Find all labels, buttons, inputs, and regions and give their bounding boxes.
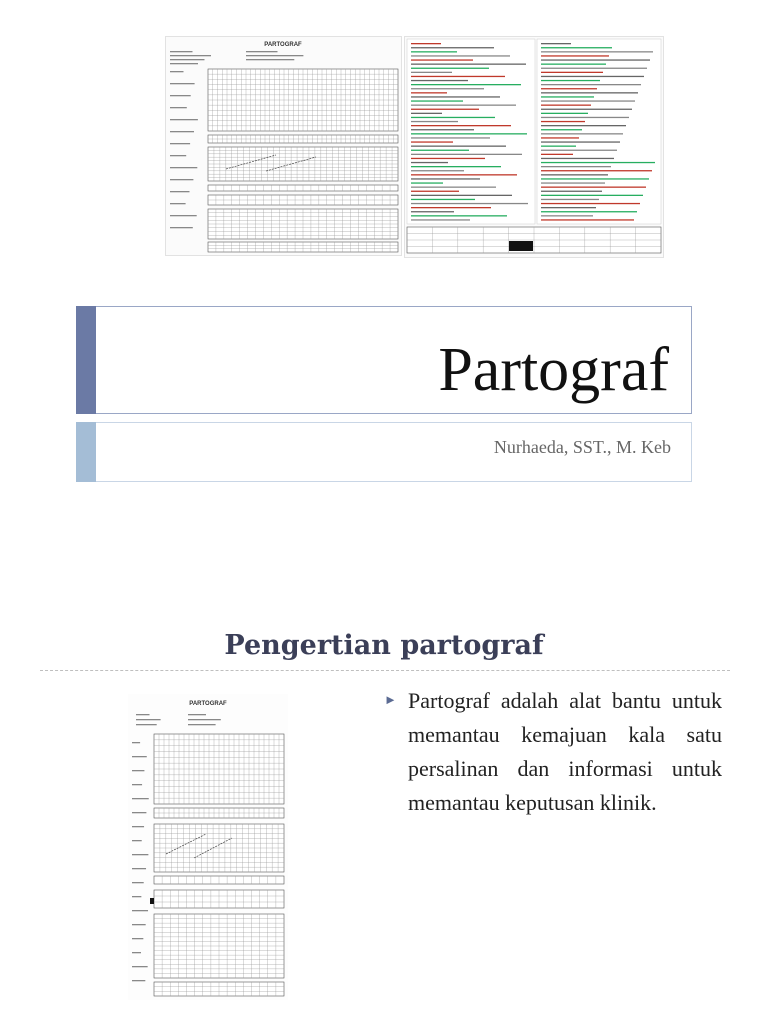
form-label-text <box>136 724 157 725</box>
notes-text-line <box>541 182 605 183</box>
notes-text-line <box>541 105 591 106</box>
form-label-text <box>188 714 206 715</box>
form-row-label <box>132 854 148 855</box>
legend-swatch <box>150 898 154 904</box>
notes-text-line <box>411 182 443 183</box>
notes-column-left <box>407 39 535 224</box>
fetal-heart-grid <box>154 734 284 804</box>
notes-text-line <box>411 199 475 200</box>
notes-text-line <box>411 174 517 175</box>
form-label-text <box>136 719 161 720</box>
slide-title: Partograf <box>438 336 669 404</box>
figure-heading: PARTOGRAF <box>189 701 227 707</box>
partograf-form-image-left <box>165 36 402 256</box>
notes-text-line <box>411 211 454 212</box>
notes-text-line <box>411 125 511 126</box>
notes-text-line <box>541 219 634 220</box>
notes-text-line <box>541 96 594 97</box>
notes-text-line <box>541 133 623 134</box>
notes-text-line <box>541 43 571 44</box>
form-row-label <box>132 840 142 841</box>
notes-text-line <box>411 219 470 220</box>
form-row-label <box>170 83 195 84</box>
form-row-label <box>132 910 148 911</box>
notes-text-line <box>541 207 596 208</box>
notes-text-line <box>411 64 526 65</box>
form-row-label <box>132 924 146 925</box>
form-row-label <box>132 784 142 785</box>
cervix-grid <box>154 824 284 872</box>
notes-text-line <box>541 154 573 155</box>
notes-text-line <box>411 141 453 142</box>
notes-text-line <box>541 166 611 167</box>
notes-text-line <box>541 117 629 118</box>
title-accent-bar <box>76 306 96 414</box>
urine-grid <box>154 982 284 996</box>
form-row-label <box>170 71 184 72</box>
notes-text-line <box>411 137 490 138</box>
notes-text-line <box>541 187 646 188</box>
notes-text-line <box>541 199 599 200</box>
notes-text-line <box>541 195 643 196</box>
form-row-label <box>132 770 144 771</box>
amniotic-grid <box>208 135 398 143</box>
notes-text-line <box>411 43 441 44</box>
form-row-label <box>170 107 187 108</box>
form-label-text <box>188 719 221 720</box>
partograf-form-drawing <box>166 37 401 255</box>
notes-text-line <box>541 158 614 159</box>
form-row-label <box>170 167 197 168</box>
notes-text-line <box>541 68 647 69</box>
form-label-text <box>246 59 294 60</box>
form-row-label <box>170 191 190 192</box>
form-row-label <box>132 966 148 967</box>
form-label-text <box>246 51 278 52</box>
notes-text-line <box>541 92 638 93</box>
partograf-form-image-right <box>404 36 664 258</box>
notes-text-line <box>541 80 600 81</box>
notes-column-right <box>537 39 661 224</box>
form-label-text <box>170 63 198 64</box>
contraction-grid <box>154 890 284 908</box>
notes-text-line <box>541 215 593 216</box>
notes-text-line <box>411 154 522 155</box>
notes-table <box>407 227 661 253</box>
partograf-figure <box>128 694 288 1000</box>
notes-text-line <box>411 109 479 110</box>
notes-text-line <box>411 133 527 134</box>
hours-grid <box>208 185 398 191</box>
notes-text-line <box>541 150 617 151</box>
notes-text-line <box>541 64 606 65</box>
notes-text-line <box>411 178 480 179</box>
notes-text-line <box>541 72 603 73</box>
notes-text-line <box>411 72 452 73</box>
vitals-grid <box>208 209 398 239</box>
form-row-label <box>170 143 190 144</box>
notes-text-line <box>541 121 585 122</box>
form-row-label <box>170 95 191 96</box>
notes-text-line <box>541 174 608 175</box>
form-row-label <box>132 882 144 883</box>
form-label-text <box>170 59 205 60</box>
notes-text-line <box>541 125 626 126</box>
form-label-text <box>188 724 216 725</box>
bullet-list <box>384 684 722 820</box>
notes-text-line <box>541 211 637 212</box>
notes-text-line <box>411 195 512 196</box>
notes-text-line <box>411 158 485 159</box>
form-row-label <box>170 227 193 228</box>
form-row-label <box>170 119 198 120</box>
form-row-label <box>132 812 146 813</box>
notes-text-line <box>411 166 501 167</box>
notes-text-line <box>541 84 641 85</box>
form-heading: PARTOGRAF <box>264 42 302 48</box>
notes-text-line <box>411 203 528 204</box>
notes-text-line <box>541 191 602 192</box>
subtitle-accent-bar <box>76 422 96 482</box>
notes-text-line <box>411 129 474 130</box>
form-row-label <box>132 952 141 953</box>
notes-text-line <box>411 59 473 60</box>
notes-text-line <box>411 105 516 106</box>
partograf-figure-drawing <box>128 694 288 1000</box>
amniotic-grid <box>154 808 284 818</box>
form-row-label <box>132 896 141 897</box>
subtitle-box <box>76 422 692 482</box>
contraction-grid <box>208 195 398 205</box>
notes-text-line <box>411 162 448 163</box>
slide-2 <box>0 512 768 1024</box>
triangle-right-icon: ► <box>384 692 397 707</box>
notes-text-line <box>411 47 494 48</box>
form-row-label <box>132 756 147 757</box>
notes-text-line <box>541 203 640 204</box>
notes-text-line <box>541 100 635 101</box>
notes-text-line <box>411 96 500 97</box>
notes-text-line <box>411 207 491 208</box>
urine-grid <box>208 242 398 252</box>
form-row-label <box>132 938 143 939</box>
notes-text-line <box>541 113 588 114</box>
form-label-text <box>136 714 150 715</box>
form-row-label <box>170 179 193 180</box>
title-box <box>76 306 692 414</box>
notes-text-line <box>411 150 469 151</box>
form-row-label <box>170 203 186 204</box>
notes-text-line <box>411 146 506 147</box>
cervix-grid <box>208 147 398 181</box>
notes-text-line <box>541 146 576 147</box>
notes-text-line <box>411 187 496 188</box>
slide-heading: Pengertian partograf <box>224 630 544 661</box>
form-row-label <box>170 131 194 132</box>
notes-text-line <box>541 47 612 48</box>
notes-text-line <box>411 55 510 56</box>
form-row-label <box>132 980 145 981</box>
notes-text-line <box>411 100 463 101</box>
fetal-heart-grid <box>208 69 398 131</box>
bullet-item: Partograf adalah alat bantu untuk memantau kemajuan kala satu persalinan dan informasi untuk memantau keputusan klinik. <box>408 688 722 815</box>
notes-text-line <box>411 215 507 216</box>
notes-text-line <box>411 170 464 171</box>
notes-text-line <box>541 170 652 171</box>
form-label-text <box>170 51 193 52</box>
slide-subtitle: Nurhaeda, SST., M. Keb <box>493 437 671 457</box>
notes-text-line <box>411 84 521 85</box>
notes-text-line <box>411 80 468 81</box>
notes-text-line <box>411 121 458 122</box>
notes-table-filled-cell <box>509 241 533 251</box>
form-label-text <box>170 55 211 56</box>
partograf-notes-drawing <box>405 37 663 257</box>
form-label-text <box>246 55 303 56</box>
form-row-label <box>132 826 144 827</box>
notes-text-line <box>541 141 620 142</box>
form-row-label <box>170 155 186 156</box>
notes-text-line <box>541 109 632 110</box>
notes-text-line <box>541 51 653 52</box>
notes-text-line <box>411 117 495 118</box>
notes-text-line <box>411 113 442 114</box>
notes-text-line <box>541 137 579 138</box>
notes-text-line <box>541 55 609 56</box>
notes-text-line <box>411 76 505 77</box>
form-row-label <box>170 215 197 216</box>
notes-text-line <box>411 51 457 52</box>
notes-text-line <box>411 191 459 192</box>
notes-text-line <box>411 88 484 89</box>
hours-grid <box>154 876 284 884</box>
form-row-label <box>132 798 149 799</box>
notes-text-line <box>541 59 650 60</box>
notes-text-line <box>411 68 489 69</box>
notes-text-line <box>541 76 644 77</box>
notes-text-line <box>411 92 447 93</box>
notes-text-line <box>541 88 597 89</box>
notes-text-line <box>541 162 655 163</box>
heading-divider <box>40 670 730 671</box>
vitals-grid <box>154 914 284 978</box>
form-row-label <box>132 742 140 743</box>
notes-text-line <box>541 178 649 179</box>
form-row-label <box>132 868 146 869</box>
notes-text-line <box>541 129 582 130</box>
